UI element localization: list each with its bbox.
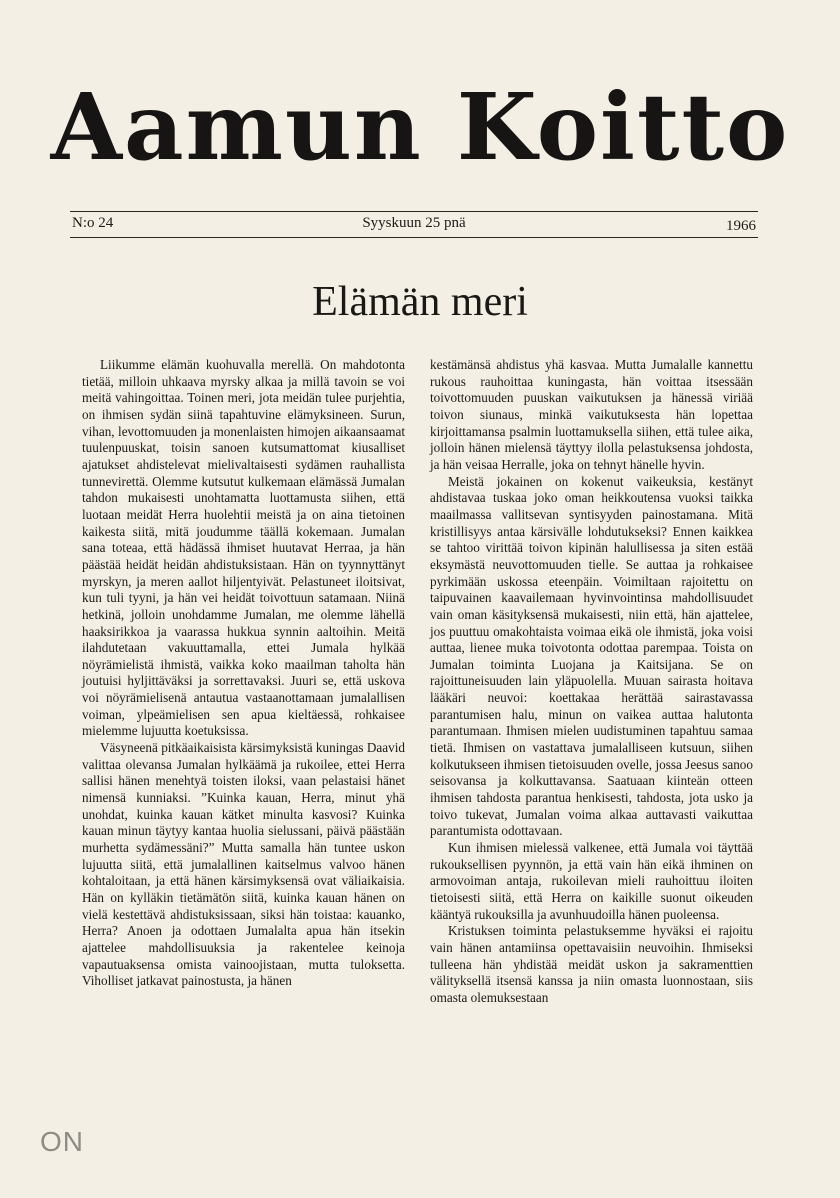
article-column-left — [82, 357, 405, 990]
corner-stamp: ON — [40, 1126, 84, 1157]
article-column-right — [430, 357, 753, 1007]
article-paragraph: Meistä jokainen on kokenut vaikeuksia, kestänyt ahdistavaa tuskaa joko oman heikkoutensa vuoksi taikka maailmassa vallitsevan syntisyyden painostamana. Mitä kristillisyys antaa kärsivälle lohdutukseksi? Ennen kaikkea se tahtoo virittää toivon kipinän halullisessa ja siten estää eksymästä neuvottomuuden tielle. Se auttaa ja rohkaisee pyrkimään uskossa eteenpäin. Voimiltaan rajoitettu on taipuvainen kaavailemaan hyvinvointinsa mahdollisuudet vain oman käsityksensä mukaisesti, niin että, hän ajattelee, jos puuttuu omakohtaista voimaa eikä ole ihmistä, joka voisi auttaa, lienee muka toivotonta odottaa parempaa. Toista on Jumalan toiminta Luojana ja Kaitsijana. Se on rajoittuneisuuden lain yläpuolella. Muuan sairasta hoitava lääkäri neuvoi: koettakaa herättää sairastavassa parantumisen halu, minun on vaikea auttaa halutonta parantumaan. Ihmisen mielen uudistuminen tapahtuu samaa tietä. Ihmisen on vastattava jumalalliseen kutsuun, siihen kolkutukseen ihmisen tietoisuuden ovelle, jossa Jeesus sanoo seisovansa ja kolkuttavansa. Saatuaan kiinteän otteen ihmisen tahdosta parantua henkisesti, tahdosta, jota usko ja toivo tukevat, Jumalan voima alkaa auttavasti vaikuttaa parantumista odottavaan. — [430, 473, 753, 839]
dateline-bar — [70, 211, 758, 238]
article-paragraph: Kun ihmisen mielessä valkenee, että Jumala voi täyttää rukouksellisen pyynnön, ja että vain hän eikä ihminen on armovoiman antaja, rukoilevan mieli rauhoittuu iloiten tietoisesti siitä, että Herra on kaikille suonut oikeuden kääntyä rukouksilla ja avunhuudoilla hänen puoleensa. — [430, 840, 753, 922]
article-paragraph: Liikumme elämän kuohuvalla merellä. On mahdotonta tietää, milloin uhkaava myrsky alkaa ja millä tavoin se voi meitä vahingoittaa. Toinen meri, jota meidän tulee purjehtia, on ihmisen sydän siinä tapahtuvine elämyksineen. Surun, vihan, levottomuuden ja monenlaisten himojen aikaansaamat tuulenpuuskat, toisin sanoen kutsumattomat kiusalliset ajatukset ahdistelevat mielivaltaisesti sydämen rauhallista tunnevirettä. Olemme kutsutut kulkemaan elämässä Jumalan tahdon mukaisesti unohtamatta luottamusta siihen, että luotaan meidät Herra huolehtii meistä ja on aina tietoinen kaikesta siitä, mitä joudumme täällä kokemaan. Jumalan sana toteaa, että hädässä ihmiset huutavat Herraa, ja hän päästää heidät heidän ahdistuksistaan. Hän on tyynnyttänyt myrskyn, ja meren aallot hiljentyivät. Pelastuneet iloitsivat, kun tuli tyyni, ja hän vei heidät toivottuun satamaan. Niinä hetkinä, jolloin unohdamme Jumalan, me olemme lähellä haaksirikkoa ja vaarassa hukkua synnin aaltoihin. Meitä ilahdutetaan vakuuttamalla, ettei Jumala hylkää nöyrämielistä ihmistä, vaikka koko maailman taholta hän joutuisi hyljittäväksi ja sorrettavaksi. Juuri se, että uskova voi nöyrämielisenä antautua vastaanottamaan jumalallisen voiman, ylpeämielisen sen apua kieltäessä, rohkaisee mielemme lujuutta koetuksissa. — [82, 357, 405, 739]
issue-number: N:o 24 — [72, 215, 114, 231]
issue-year: 1966 — [726, 218, 756, 234]
article-paragraph: kestämänsä ahdistus yhä kasvaa. Mutta Jumalalle kannettu rukous rauhoittaa kuningasta, hän voittaa itsessään toivottomuuden puuskan vaikutuksen ja hänessä viriää toivon siunaus, minkä vaikutuksesta hän lopettaa kirjoittamansa psalmin luottamuksella siihen, että tulee aika, jolloin hänen mielensä täyttyy ilolla pelastuksensa johdosta, ja hän veisaa Herralle, joka on tehnyt hänelle hyvin. — [430, 357, 753, 472]
article-headline: Elämän meri — [312, 279, 528, 325]
issue-date: Syyskuun 25 pnä — [362, 215, 466, 231]
article-paragraph: Väsyneenä pitkäaikaisista kärsimyksistä kuningas Daavid valittaa olevansa Jumalan hylkäämä ja rukoilee, ettei Herra sallisi hänen menehtyä toisten iloksi, vaan pelastaisi hänet nimensä kunniaksi. ”Kuinka kauan, Herra, minut yhä unohdat, kuinka kauan kätket minulta kasvosi? Kuinka kauan minun täytyy kantaa huolia sielussani, päivä päästään murhetta sydämessäni?” Mutta samalla hän tuntee uskon lujuutta siitä, että jumalallinen kaitselmus valvoo hänen kohtaloitaan, ja että hänen kärsimyksensä ovat väliaikaisia. Hän on kylläkin tietämätön siitä, kuinka kauan hänen on vielä kestettävä ahdistuksissaan, siksi hän toistaa: kauanko, Herra? Anoen ja odottaen Jumalalta apua hän itsekin ajattelee mahdollisuuksia ja rakentelee keinoja vapautuaksensa omista vainoojistaan, mutta tuloksetta. Viholliset jatkavat painostusta, ja hänen — [82, 740, 405, 989]
article-paragraph: Kristuksen toiminta pelastuksemme hyväksi ei rajoitu vain hänen antamiinsa opettavaisiin neuvoihin. Ihmiseksi tulleena hän yhdistää meidät uskon ja sakramenttien välityksellä itsensä kanssa ja niin omasta luonnostaan, siis omasta olemuksestaan — [430, 923, 753, 1005]
masthead-title: Aamun Koitto — [50, 73, 790, 181]
